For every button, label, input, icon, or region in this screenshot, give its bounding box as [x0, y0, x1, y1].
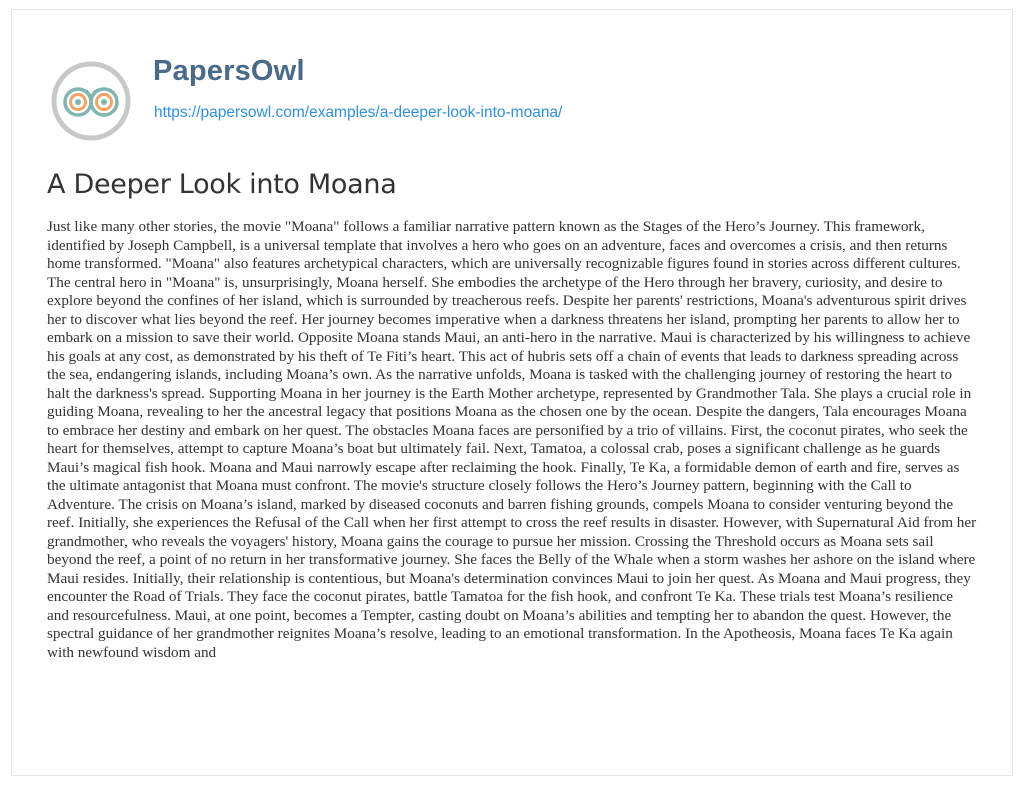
document-title: A Deeper Look into Moana [47, 169, 397, 200]
document-body: Just like many other stories, the movie "Moana" follows a familiar narrative pattern known as the Stages of the Hero’s Journey. This framework, identified by Joseph Campbell, is a universal template that involves a hero who goes on an adventure, faces and overcomes a crisis, and then returns home transformed. "Moana" also features archetypical characters, which are universally recognizable figures found in stories across different cultures. The central hero in "Moana" is, unsurprisingly, Moana herself. She embodies the archetype of the Hero through her bravery, curiosity, and desire to explore beyond the confines of her island, which is surrounded by treacherous reefs. Despite her parents' restrictions, Moana's adventurous spirit drives her to discover what lies beyond the reef. Her journey becomes imperative when a darkness threatens her island, prompting her parents to allow her to embark on a mission to save their world. Opposite Moana stands Maui, an anti-hero in the narrative. Maui is characterized by his willingness to achieve his goals at any cost, as demonstrated by his theft of Te Fiti’s heart. This act of hubris sets off a chain of events that leads to darkness spreading across the sea, endangering islands, including Moana’s own. As the narrative unfolds, Moana is tasked with the challenging journey of restoring the heart to halt the darkness's spread. Supporting Moana in her journey is the Earth Mother archetype, represented by Grandmother Tala. She plays a crucial role in guiding Moana, revealing to her the ancestral legacy that positions Moana as the chosen one by the ocean. Despite the dangers, Tala encourages Moana to embrace her destiny and embark on her quest. The obstacles Moana faces are personified by a trio of villains. First, the coconut pirates, who seek the heart for themselves, attempt to capture Moana’s boat but ultimately fail. Next, Tamatoa, a colossal crab, poses a significant challenge as he guards Maui’s magical fish hook. Moana and Maui narrowly escape after reclaiming the hook. Finally, Te Ka, a formidable demon of earth and fire, serves as the ultimate antagonist that Moana must confront. The movie's structure closely follows the Hero’s Journey pattern, beginning with the Call to Adventure. The crisis on Moana’s island, marked by diseased coconuts and barren fishing grounds, compels Moana to consider venturing beyond the reef. Initially, she experiences the Refusal of the Call when her first attempt to cross the reef results in disaster. However, with Supernatural Aid from her grandmother, who reveals the voyagers' history, Moana gains the courage to pursue her mission. Crossing the Threshold occurs as Moana sets sail beyond the reef, a point of no return in her transformative journey. She faces the Belly of the Whale when a storm washes her ashore on the island where Maui resides. Initially, their relationship is contentious, but Moana's determination convinces Maui to join her quest. As Moana and Maui progress, they encounter the Road of Trials. They face the coconut pirates, battle Tamatoa for the fish hook, and confront Te Ka. These trials test Moana’s resilience and resourcefulness. Maui, at one point, becomes a Tempter, casting doubt on Moana’s abilities and tempting her to abandon the quest. However, the spectral guidance of her grandmother reignites Moana’s resolve, leading to an emotional transformation. In the Apotheosis, Moana faces Te Ka again with newfound wisdom and [47, 218, 977, 661]
brand-name[interactable]: PapersOwl [153, 55, 305, 87]
owl-eyes-icon [47, 61, 135, 141]
source-url-link[interactable]: https://papersowl.com/examples/a-deeper-look-into-moana/ [154, 104, 563, 121]
site-header [47, 55, 947, 141]
